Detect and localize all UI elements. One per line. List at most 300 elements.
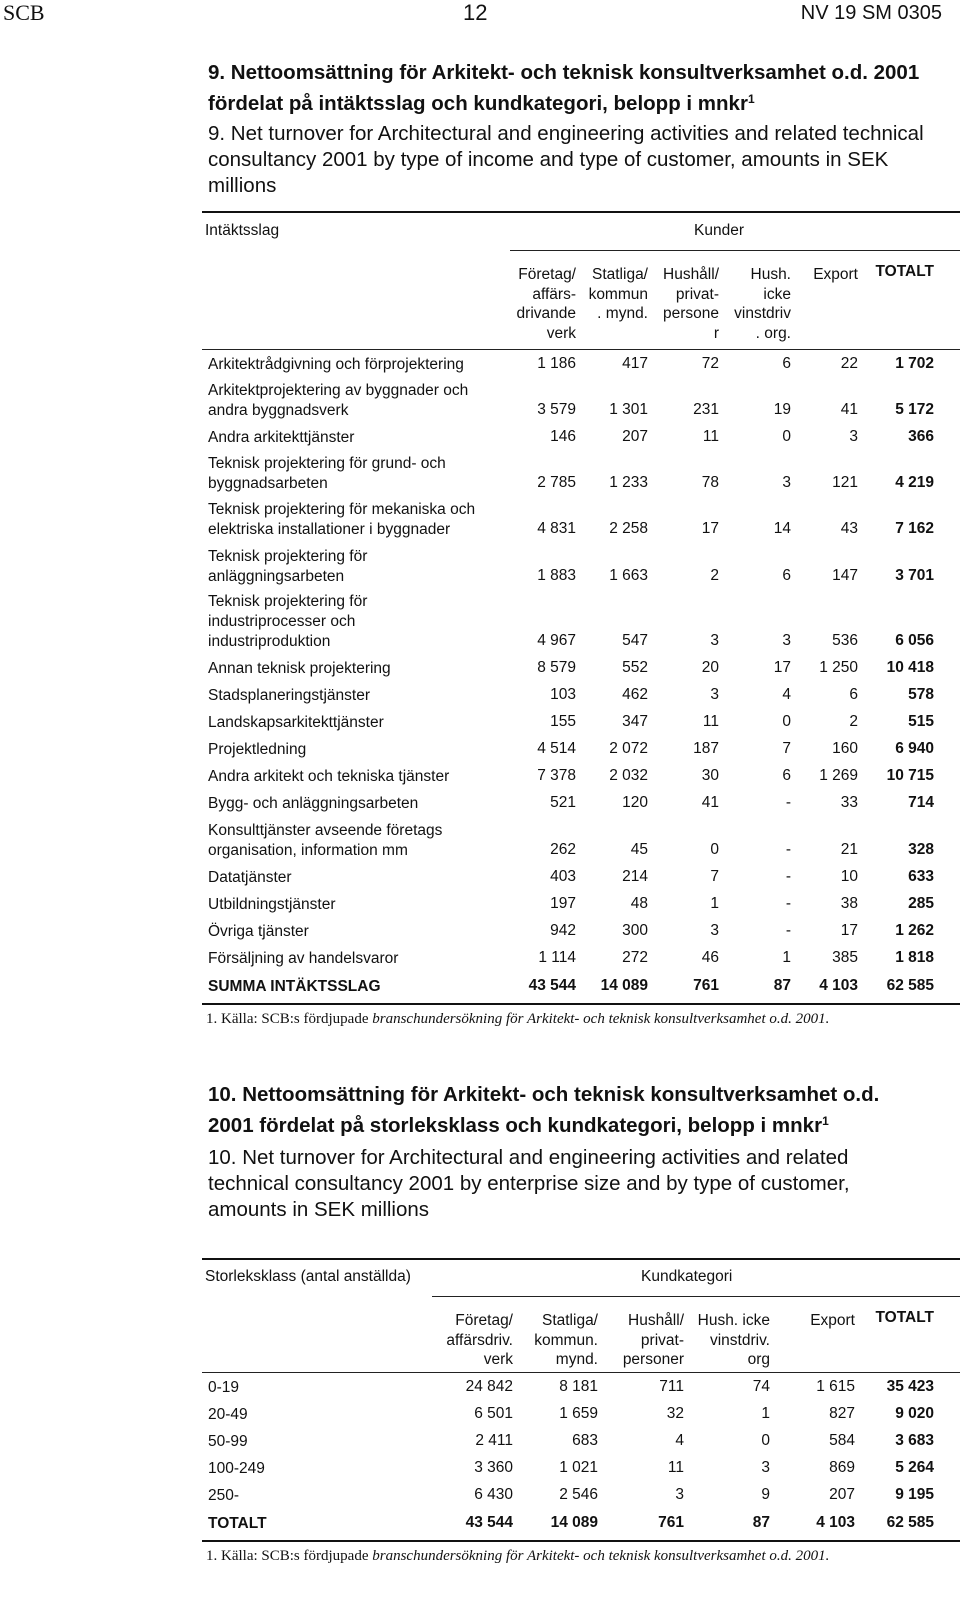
row-label-line: Konsulttjänster avseende företags	[208, 822, 443, 839]
value-cell: 14 089	[600, 977, 648, 994]
table-row	[208, 919, 960, 946]
table10-header-rule	[202, 1372, 960, 1373]
row-label-line: Teknisk projektering för mekaniska och	[208, 501, 476, 518]
value-cell: 1 659	[559, 1405, 598, 1422]
value-cell: 87	[752, 1514, 770, 1531]
value-cell: 155	[550, 713, 576, 730]
value-cell: 41	[840, 401, 858, 418]
table9-col-header-line: Export	[813, 266, 858, 283]
table-row	[208, 1375, 960, 1402]
value-cell: 1 883	[537, 567, 576, 584]
table9-col-header-line: vinstdriv	[734, 305, 791, 322]
value-cell: 121	[832, 474, 858, 491]
value-cell: 45	[630, 841, 648, 858]
row-label	[208, 379, 498, 425]
value-cell: 403	[550, 868, 576, 885]
table9-col-header-line: . mynd.	[597, 305, 648, 322]
row-label-line: byggnadsarbeten	[208, 475, 328, 492]
value-cell: 214	[622, 868, 648, 885]
table9-footnote: 1. Källa: SCB:s fördjupade branschundersökning för Arkitekt- och teknisk konsultverksamhet o.d. 2001.	[206, 1011, 830, 1027]
row-label	[208, 710, 498, 737]
value-cell: 11	[702, 428, 719, 445]
value-cell: 6	[782, 767, 791, 784]
row-spacer	[934, 818, 960, 865]
row-spacer	[934, 973, 960, 1001]
value-cell: 2 411	[475, 1432, 513, 1449]
row-spacer	[934, 791, 960, 818]
table9-col-header-3	[663, 265, 719, 343]
row-label-line: Annan teknisk projektering	[208, 660, 391, 677]
row-label-line: Datatjänster	[208, 869, 292, 886]
table9-header-rule	[202, 349, 960, 350]
table10-col-header-line: Statliga/	[541, 1312, 598, 1329]
value-cell: 1	[761, 1405, 770, 1422]
table-row	[208, 379, 960, 425]
table-row	[208, 737, 960, 764]
row-label-line: Teknisk projektering för grund- och	[208, 455, 446, 472]
value-cell: 22	[840, 355, 858, 372]
row-label-line: Andra arkitekttjänster	[208, 429, 355, 446]
table10-group-rule	[432, 1296, 960, 1297]
value-cell: 272	[622, 949, 648, 966]
table9-bottom-rule	[202, 1003, 960, 1005]
row-spacer	[934, 656, 960, 683]
row-total-cell: 3 701	[895, 567, 934, 584]
value-cell: 3	[849, 428, 858, 445]
table10-col-header-line: vinstdriv.	[709, 1331, 770, 1349]
table-row	[208, 498, 960, 544]
table10-col-header-line: privat-	[640, 1331, 684, 1349]
table-row	[208, 791, 960, 818]
row-label	[208, 737, 498, 764]
value-cell: 72	[701, 355, 719, 372]
table10-body	[208, 1375, 960, 1538]
table10-col-header-line: Hush. icke	[697, 1312, 770, 1329]
row-total-cell: 328	[908, 841, 934, 858]
value-cell: -	[785, 922, 791, 939]
value-cell: 3	[710, 922, 719, 939]
value-cell: 4	[675, 1432, 684, 1449]
value-cell: 300	[622, 922, 648, 939]
row-total-cell: 366	[908, 428, 934, 445]
value-cell: 33	[840, 794, 858, 811]
table10-col-header-line: Företag/	[455, 1312, 513, 1329]
value-cell: 6	[782, 567, 791, 584]
row-label	[208, 1429, 438, 1456]
row-label	[208, 1375, 438, 1402]
table10-title	[208, 1082, 928, 1223]
table-row	[208, 544, 960, 591]
row-total-cell: 714	[908, 794, 934, 811]
table10-col-header-line: verk	[483, 1351, 513, 1368]
value-cell: 8 579	[537, 659, 576, 676]
value-cell: 2	[710, 567, 719, 584]
table10-total-row	[208, 1510, 960, 1538]
table10-group-header: Kundkategori	[641, 1268, 733, 1285]
row-label-line: Landskapsarkitekttjänster	[208, 714, 384, 731]
table10-col-header-5	[810, 1311, 855, 1331]
table9-col-header-line: Statliga/	[591, 266, 648, 283]
value-cell: 38	[840, 895, 858, 912]
table9-title-sv: 9. Nettoomsättning för Arkitekt- och teknisk konsultverksamhet o.d. 2001 fördelat på intäktsslag och kundkategori, belopp i mnkr$^1$	[208, 61, 920, 115]
value-cell: 46	[701, 949, 719, 966]
value-cell: 3	[710, 632, 719, 649]
row-total-cell: 515	[908, 713, 934, 730]
value-cell: 21	[840, 841, 858, 858]
table10-footnote: 1. Källa: SCB:s fördjupade branschundersökning för Arkitekt- och teknisk konsultverksamhet o.d. 2001.	[206, 1548, 830, 1564]
row-label-line: Andra arkitekt och tekniska tjänster	[208, 768, 450, 785]
value-cell: 7	[782, 740, 791, 757]
row-label-line: anläggningsarbeten	[208, 568, 345, 585]
value-cell: 14	[773, 520, 791, 537]
row-label	[208, 498, 498, 544]
row-spacer	[934, 865, 960, 892]
value-cell: -	[785, 841, 791, 858]
value-cell: 6 501	[474, 1405, 513, 1422]
table10-top-rule	[202, 1258, 960, 1260]
table9-total-row	[208, 973, 960, 1001]
table9-col-header-line: Hushåll/	[663, 266, 719, 283]
value-cell: 48	[630, 895, 648, 912]
value-cell: 231	[693, 401, 719, 418]
row-label-line: SUMMA INTÄKTSSLAG	[208, 978, 381, 995]
table10-title-en: 10. Net turnover for Architectural and engineering activities and related technical consultancy 2001 by enterprise size and by type of customer, amounts in SEK millions	[208, 1146, 850, 1221]
table10-stub-header: Storleksklass (antal anställda)	[205, 1268, 411, 1285]
value-cell: 2 258	[609, 520, 648, 537]
row-label	[208, 452, 498, 498]
table9-col-header-6	[875, 262, 934, 282]
table10-col-header-line: Export	[810, 1312, 855, 1329]
row-spacer	[934, 683, 960, 710]
value-cell: 6 430	[474, 1486, 513, 1503]
row-label-line: 0-19	[208, 1379, 240, 1396]
row-total-cell: 633	[908, 868, 934, 885]
row-total-cell: 35 423	[886, 1378, 934, 1395]
value-cell: 1 114	[538, 949, 576, 966]
value-cell: 10	[840, 868, 858, 885]
row-spacer	[934, 425, 960, 452]
row-spacer	[934, 352, 960, 379]
value-cell: 2 072	[609, 740, 648, 757]
value-cell: 74	[752, 1378, 770, 1395]
value-cell: 17	[701, 520, 719, 537]
table-row	[208, 946, 960, 973]
table10-col-header-line: TOTALT	[875, 1309, 934, 1326]
value-cell: 761	[658, 1514, 684, 1531]
row-label-line: industriproduktion	[208, 633, 331, 650]
value-cell: -	[785, 895, 791, 912]
value-cell: 584	[829, 1432, 855, 1449]
row-total-cell: 10 715	[886, 767, 934, 784]
row-spacer	[934, 452, 960, 498]
table10-bottom-rule	[202, 1540, 960, 1542]
value-cell: 207	[622, 428, 648, 445]
table10-col-header-line: affärsdriv.	[446, 1331, 513, 1349]
row-label-line: 20-49	[208, 1406, 248, 1423]
value-cell: 41	[701, 794, 719, 811]
row-label	[208, 656, 498, 683]
table-row	[208, 352, 960, 379]
value-cell: 4 514	[537, 740, 576, 757]
table10-col-header-4	[698, 1311, 770, 1370]
table10-col-header-6	[875, 1308, 934, 1328]
table-row	[208, 1483, 960, 1510]
table-row	[208, 818, 960, 865]
value-cell: 2 546	[559, 1486, 598, 1503]
row-label-line: andra byggnadsverk	[208, 402, 349, 419]
value-cell: 14 089	[550, 1514, 598, 1531]
table9-col-header-2	[589, 265, 648, 324]
table-row	[208, 764, 960, 791]
value-cell: 0	[710, 841, 719, 858]
value-cell: 4 831	[537, 520, 576, 537]
value-cell: 8 181	[559, 1378, 598, 1395]
value-cell: 827	[829, 1405, 855, 1422]
value-cell: 385	[832, 949, 858, 966]
value-cell: 103	[550, 686, 576, 703]
row-total-cell: 62 585	[886, 977, 934, 994]
value-cell: 6	[849, 686, 858, 703]
table9-col-header-line: kommun	[588, 285, 648, 303]
row-label-line: Stadsplaneringstjänster	[208, 687, 370, 704]
row-label	[208, 1510, 438, 1538]
row-label-line: Projektledning	[208, 741, 307, 758]
table9-col-header-line: affärs-	[532, 285, 576, 303]
table9-col-header-line: verk	[546, 324, 576, 342]
row-label	[208, 946, 498, 973]
value-cell: 1 663	[609, 567, 648, 584]
table10-col-header-line: kommun.	[534, 1331, 598, 1349]
table9-title-en: 9. Net turnover for Architectural and engineering activities and related technical consultancy 2001 by type of income and type of customer, amounts in SEK millions	[208, 122, 924, 197]
row-label	[208, 683, 498, 710]
value-cell: 120	[622, 794, 648, 811]
row-label	[208, 764, 498, 791]
row-spacer	[934, 1402, 960, 1429]
table9-col-header-line: Hush.	[750, 266, 791, 283]
value-cell: 1 250	[819, 659, 858, 676]
page-number: 12	[463, 0, 488, 25]
value-cell: -	[785, 868, 791, 885]
value-cell: 4 103	[819, 977, 858, 994]
value-cell: -	[785, 794, 791, 811]
value-cell: 78	[701, 474, 719, 491]
row-label	[208, 791, 498, 818]
table10-col-header-line: personer	[622, 1351, 684, 1368]
value-cell: 160	[832, 740, 858, 757]
row-label	[208, 1402, 438, 1429]
table9-body	[208, 352, 960, 1001]
table9-col-header-4	[734, 265, 791, 343]
row-label	[208, 818, 498, 865]
value-cell: 521	[550, 794, 576, 811]
row-spacer	[934, 591, 960, 656]
value-cell: 2 785	[537, 474, 576, 491]
row-spacer	[934, 1429, 960, 1456]
table-row	[208, 683, 960, 710]
table10-col-header-3	[623, 1311, 684, 1370]
row-label-line: Arkitektrådgivning och förprojektering	[208, 356, 464, 373]
row-label-line: organisation, information mm	[208, 842, 408, 859]
row-label-line: Teknisk projektering för	[208, 548, 368, 565]
table9-col-header-line: r	[713, 324, 719, 342]
row-total-cell: 6 940	[895, 740, 934, 757]
header-org: SCB	[3, 0, 45, 25]
value-cell: 1 269	[819, 767, 858, 784]
row-label-line: Övriga tjänster	[208, 923, 309, 940]
row-label	[208, 352, 498, 379]
value-cell: 552	[622, 659, 648, 676]
value-cell: 1 301	[609, 401, 648, 418]
table-row	[208, 1429, 960, 1456]
value-cell: 6	[782, 355, 791, 372]
value-cell: 0	[761, 1432, 770, 1449]
row-total-cell: 4 219	[895, 474, 934, 491]
value-cell: 347	[622, 713, 648, 730]
row-spacer	[934, 919, 960, 946]
value-cell: 1 186	[537, 355, 576, 372]
row-spacer	[934, 1483, 960, 1510]
value-cell: 761	[693, 977, 719, 994]
row-label-line: TOTALT	[208, 1515, 267, 1532]
table-row	[208, 865, 960, 892]
value-cell: 146	[550, 428, 576, 445]
value-cell: 32	[666, 1405, 684, 1422]
row-label	[208, 544, 498, 591]
row-total-cell: 1 262	[895, 922, 934, 939]
value-cell: 11	[702, 713, 719, 730]
value-cell: 536	[832, 632, 858, 649]
row-label-line: elektriska installationer i byggnader	[208, 521, 451, 538]
value-cell: 20	[701, 659, 719, 676]
value-cell: 4	[782, 686, 791, 703]
value-cell: 3	[782, 474, 791, 491]
value-cell: 2 032	[609, 767, 648, 784]
value-cell: 2	[849, 713, 858, 730]
table10-col-header-line: org	[747, 1351, 770, 1368]
row-label-line: Teknisk projektering för	[208, 593, 368, 610]
row-total-cell: 1 702	[895, 355, 934, 372]
table10-col-header-1	[446, 1311, 513, 1370]
table9-group-header: Kunder	[694, 222, 744, 239]
row-label	[208, 1456, 438, 1483]
row-spacer	[934, 1456, 960, 1483]
row-spacer	[934, 1510, 960, 1538]
value-cell: 3	[761, 1459, 770, 1476]
value-cell: 43	[840, 520, 858, 537]
value-cell: 3 579	[537, 401, 576, 418]
table-row	[208, 656, 960, 683]
value-cell: 11	[667, 1459, 684, 1476]
row-total-cell: 5 264	[895, 1459, 934, 1476]
row-label-line: 50-99	[208, 1433, 248, 1450]
row-total-cell: 62 585	[886, 1514, 934, 1531]
value-cell: 87	[773, 977, 791, 994]
value-cell: 942	[550, 922, 576, 939]
table9-title	[208, 60, 928, 199]
table9-col-header-line: privat-	[675, 285, 719, 303]
row-spacer	[934, 946, 960, 973]
value-cell: 3	[675, 1486, 684, 1503]
table9-col-header-line: Företag/	[518, 266, 576, 283]
table-row	[208, 1456, 960, 1483]
row-label-line: 100-249	[208, 1460, 265, 1477]
table10-col-header-2	[534, 1311, 598, 1370]
row-total-cell: 6 056	[895, 632, 934, 649]
row-spacer	[934, 710, 960, 737]
value-cell: 17	[773, 659, 791, 676]
value-cell: 262	[550, 841, 576, 858]
row-total-cell: 7 162	[895, 520, 934, 537]
table9-stub-header: Intäktsslag	[205, 222, 280, 239]
row-label-line: Utbildningstjänster	[208, 896, 336, 913]
value-cell: 7	[710, 868, 719, 885]
row-spacer	[934, 1375, 960, 1402]
value-cell: 30	[701, 767, 719, 784]
table9-group-rule	[510, 250, 960, 251]
value-cell: 1	[710, 895, 719, 912]
value-cell: 1 233	[609, 474, 648, 491]
row-total-cell: 9 195	[895, 1486, 934, 1503]
value-cell: 869	[829, 1459, 855, 1476]
row-label	[208, 1483, 438, 1510]
row-label-line: industriprocesser och	[208, 613, 356, 630]
value-cell: 1 021	[559, 1459, 598, 1476]
row-total-cell: 9 020	[895, 1405, 934, 1422]
value-cell: 43 544	[465, 1514, 513, 1531]
value-cell: 0	[782, 713, 791, 730]
row-total-cell: 285	[908, 895, 934, 912]
row-spacer	[934, 544, 960, 591]
table-row	[208, 710, 960, 737]
row-spacer	[934, 498, 960, 544]
value-cell: 0	[782, 428, 791, 445]
row-label	[208, 591, 498, 656]
row-spacer	[934, 892, 960, 919]
value-cell: 207	[829, 1486, 855, 1503]
value-cell: 3 360	[474, 1459, 513, 1476]
row-label-line: Bygg- och anläggningsarbeten	[208, 795, 419, 812]
value-cell: 683	[572, 1432, 598, 1449]
value-cell: 147	[832, 567, 858, 584]
value-cell: 187	[693, 740, 719, 757]
row-spacer	[934, 737, 960, 764]
value-cell: 17	[840, 922, 858, 939]
value-cell: 197	[550, 895, 576, 912]
value-cell: 19	[773, 401, 791, 418]
value-cell: 1 615	[816, 1378, 855, 1395]
table9-col-header-line: drivande	[516, 305, 576, 322]
table-row	[208, 1402, 960, 1429]
value-cell: 547	[622, 632, 648, 649]
table10-title-sv: 10. Nettoomsättning för Arkitekt- och teknisk konsultverksamhet o.d. 2001 fördelat på storleksklass och kundkategori, belopp i mnkr$^1$	[208, 1083, 880, 1137]
report-id: NV 19 SM 0305	[800, 2, 942, 24]
row-label	[208, 425, 498, 452]
table10-col-header-line: Hushåll/	[628, 1312, 684, 1329]
table-row	[208, 452, 960, 498]
row-label-line: Försäljning av handelsvaror	[208, 950, 399, 967]
value-cell: 24 842	[465, 1378, 513, 1395]
value-cell: 1	[782, 949, 791, 966]
value-cell: 417	[622, 355, 648, 372]
row-total-cell: 1 818	[895, 949, 934, 966]
row-label	[208, 892, 498, 919]
value-cell: 7 378	[537, 767, 576, 784]
row-spacer	[934, 764, 960, 791]
value-cell: 43 544	[528, 977, 576, 994]
value-cell: 711	[659, 1378, 684, 1395]
value-cell: 4 103	[816, 1514, 855, 1531]
table9-top-rule	[202, 211, 960, 213]
